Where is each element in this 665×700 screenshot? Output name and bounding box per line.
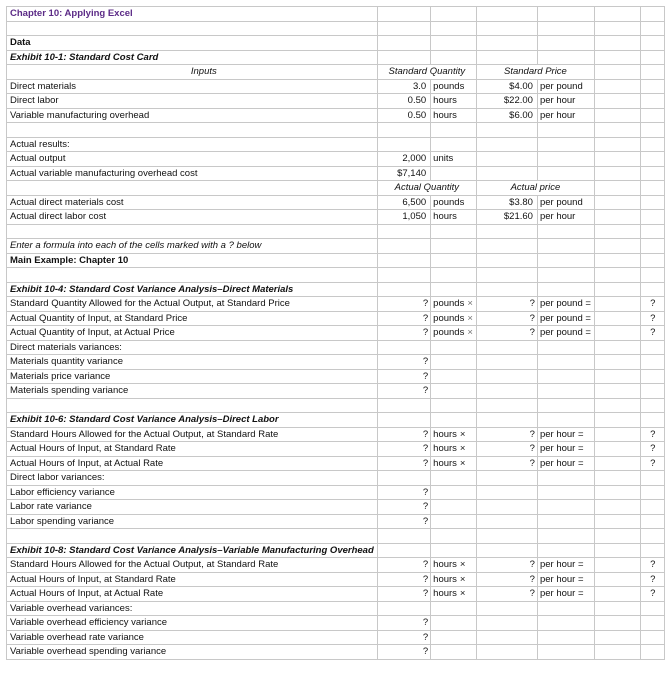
exhibit-10-6-heading[interactable]: Exhibit 10-6: Standard Cost Variance Analysis–Direct Labor xyxy=(7,413,378,428)
inputs-label[interactable]: Inputs xyxy=(7,65,378,80)
formula-cell[interactable]: ? xyxy=(641,311,665,326)
equals-sign: = xyxy=(585,312,591,324)
times-sign: × xyxy=(467,327,473,339)
times-sign: × xyxy=(459,428,466,440)
formula-cell[interactable]: ? xyxy=(377,297,430,312)
actual-dm-label[interactable]: Actual direct materials cost xyxy=(7,195,378,210)
variance-row-label[interactable]: Actual Hours of Input, at Standard Rate xyxy=(7,572,378,587)
std-price-header[interactable]: Standard Price xyxy=(476,65,594,80)
actual-output-label[interactable]: Actual output xyxy=(7,152,378,167)
actual-dl-price[interactable]: $21.60 xyxy=(476,210,537,225)
equals-sign: = xyxy=(585,298,591,310)
std-qty-cell[interactable]: 3.0 xyxy=(377,79,430,94)
formula-cell[interactable]: ? xyxy=(377,616,430,631)
sheet-row xyxy=(7,7,665,22)
unit-cell: pounds × xyxy=(431,311,477,326)
formula-cell[interactable]: ? xyxy=(641,572,665,587)
unit-cell: hours × xyxy=(431,572,477,587)
variance-label[interactable]: Materials price variance xyxy=(7,369,378,384)
times-sign: × xyxy=(467,298,473,310)
variances-label[interactable]: Direct labor variances: xyxy=(7,471,378,486)
exhibit-10-8-heading[interactable]: Exhibit 10-8: Standard Cost Variance Analysis–Variable Manufacturing Overhead xyxy=(7,543,378,558)
formula-cell[interactable]: ? xyxy=(476,297,537,312)
actual-voh-label[interactable]: Actual variable manufacturing overhead cost xyxy=(7,166,378,181)
formula-cell[interactable]: ? xyxy=(377,442,430,457)
actual-results-label[interactable]: Actual results: xyxy=(7,137,378,152)
std-qty-unit[interactable]: pounds xyxy=(431,79,477,94)
formula-cell[interactable]: ? xyxy=(377,587,430,602)
formula-cell[interactable]: ? xyxy=(476,326,537,341)
unit-cell: per hour = xyxy=(537,456,594,471)
std-qty-cell[interactable]: 0.50 xyxy=(377,94,430,109)
unit-cell: per pound = xyxy=(537,326,594,341)
formula-cell[interactable]: ? xyxy=(476,427,537,442)
actual-dl-label[interactable]: Actual direct labor cost xyxy=(7,210,378,225)
variance-label[interactable]: Labor efficiency variance xyxy=(7,485,378,500)
actual-dm-qty-unit[interactable]: pounds xyxy=(431,195,477,210)
unit-cell: per pound = xyxy=(537,311,594,326)
formula-cell[interactable]: ? xyxy=(641,558,665,573)
times-sign: × xyxy=(459,443,466,455)
formula-cell[interactable]: ? xyxy=(377,384,430,399)
std-row-label[interactable]: Direct materials xyxy=(7,79,378,94)
variance-label[interactable]: Variable overhead efficiency variance xyxy=(7,616,378,631)
variance-row-label[interactable]: Actual Hours of Input, at Actual Rate xyxy=(7,456,378,471)
formula-cell[interactable]: ? xyxy=(641,456,665,471)
formula-cell[interactable]: ? xyxy=(377,645,430,660)
variance-label[interactable]: Materials spending variance xyxy=(7,384,378,399)
variance-row-label[interactable]: Actual Quantity of Input, at Standard Price xyxy=(7,311,378,326)
formula-cell[interactable]: ? xyxy=(377,630,430,645)
times-sign: × xyxy=(459,559,466,571)
std-price-cell[interactable]: $22.00 xyxy=(476,94,537,109)
times-sign: × xyxy=(459,457,466,469)
spreadsheet-grid xyxy=(6,6,665,660)
variance-row-label[interactable]: Standard Hours Allowed for the Actual Output, at Standard Rate xyxy=(7,558,378,573)
formula-cell[interactable]: ? xyxy=(377,500,430,515)
equals-sign: = xyxy=(577,588,584,600)
actual-output-unit[interactable]: units xyxy=(431,152,477,167)
actual-dl-qty-unit[interactable]: hours xyxy=(431,210,477,225)
unit-cell: per hour = xyxy=(537,442,594,457)
actual-price-header[interactable]: Actual price xyxy=(476,181,594,196)
actual-dl-qty[interactable]: 1,050 xyxy=(377,210,430,225)
times-sign: × xyxy=(467,312,473,324)
std-price-cell[interactable]: $6.00 xyxy=(476,108,537,123)
formula-cell[interactable]: ? xyxy=(476,587,537,602)
formula-cell[interactable]: ? xyxy=(377,311,430,326)
formula-cell[interactable]: ? xyxy=(377,427,430,442)
formula-cell[interactable]: ? xyxy=(377,326,430,341)
instruction-text[interactable]: Enter a formula into each of the cells marked with a ? below xyxy=(7,239,378,254)
std-price-unit[interactable]: per hour xyxy=(537,94,594,109)
unit-cell: pounds × xyxy=(431,326,477,341)
formula-cell[interactable]: ? xyxy=(476,442,537,457)
actual-quantity-header[interactable]: Actual Quantity xyxy=(377,181,476,196)
unit-cell: per hour = xyxy=(537,558,594,573)
variance-row-label[interactable]: Actual Quantity of Input, at Actual Price xyxy=(7,326,378,341)
std-price-unit[interactable]: per pound xyxy=(537,79,594,94)
std-row-label[interactable]: Variable manufacturing overhead xyxy=(7,108,378,123)
main-example-label[interactable]: Main Example: Chapter 10 xyxy=(7,253,378,268)
actual-dm-price[interactable]: $3.80 xyxy=(476,195,537,210)
actual-dm-price-unit[interactable]: per pound xyxy=(537,195,594,210)
variance-label[interactable]: Variable overhead rate variance xyxy=(7,630,378,645)
unit-cell: hours × xyxy=(431,442,477,457)
unit-cell: hours × xyxy=(431,587,477,602)
unit-cell: hours × xyxy=(431,558,477,573)
variance-label[interactable]: Materials quantity variance xyxy=(7,355,378,370)
variance-row-label[interactable]: Standard Quantity Allowed for the Actual Output, at Standard Price xyxy=(7,297,378,312)
unit-cell: per hour = xyxy=(537,427,594,442)
equals-sign: = xyxy=(577,443,584,455)
variances-label[interactable]: Variable overhead variances: xyxy=(7,601,378,616)
std-row-label[interactable]: Direct labor xyxy=(7,94,378,109)
formula-cell[interactable]: ? xyxy=(641,326,665,341)
formula-cell[interactable]: ? xyxy=(377,558,430,573)
variances-label[interactable]: Direct materials variances: xyxy=(7,340,378,355)
actual-voh-value[interactable]: $7,140 xyxy=(377,166,430,181)
formula-cell[interactable]: ? xyxy=(476,456,537,471)
formula-cell[interactable]: ? xyxy=(476,572,537,587)
std-qty-cell[interactable]: 0.50 xyxy=(377,108,430,123)
variance-row-label[interactable]: Standard Hours Allowed for the Actual Output, at Standard Rate xyxy=(7,427,378,442)
times-sign: × xyxy=(459,573,466,585)
actual-output-value[interactable]: 2,000 xyxy=(377,152,430,167)
exhibit-10-1-heading[interactable]: Exhibit 10-1: Standard Cost Card xyxy=(7,50,378,65)
std-price-unit[interactable]: per hour xyxy=(537,108,594,123)
variance-row-label[interactable]: Actual Hours of Input, at Standard Rate xyxy=(7,442,378,457)
variance-label[interactable]: Labor spending variance xyxy=(7,514,378,529)
variance-label[interactable]: Variable overhead spending variance xyxy=(7,645,378,660)
formula-cell[interactable]: ? xyxy=(377,514,430,529)
formula-cell[interactable]: ? xyxy=(377,369,430,384)
exhibit-10-4-heading[interactable]: Exhibit 10-4: Standard Cost Variance Analysis–Direct Materials xyxy=(7,282,378,297)
formula-cell[interactable]: ? xyxy=(641,297,665,312)
equals-sign: = xyxy=(577,457,584,469)
formula-cell[interactable]: ? xyxy=(476,558,537,573)
std-price-cell[interactable]: $4.00 xyxy=(476,79,537,94)
std-qty-unit[interactable]: hours xyxy=(431,94,477,109)
actual-dl-price-unit[interactable]: per hour xyxy=(537,210,594,225)
formula-cell[interactable]: ? xyxy=(641,587,665,602)
formula-cell[interactable]: ? xyxy=(476,311,537,326)
variance-row-label[interactable]: Actual Hours of Input, at Actual Rate xyxy=(7,587,378,602)
std-quantity-header[interactable]: Standard Quantity xyxy=(377,65,476,80)
equals-sign: = xyxy=(585,327,591,339)
unit-cell: per hour = xyxy=(537,572,594,587)
formula-cell[interactable]: ? xyxy=(377,456,430,471)
equals-sign: = xyxy=(577,573,584,585)
equals-sign: = xyxy=(577,428,584,440)
formula-cell[interactable]: ? xyxy=(377,355,430,370)
sheet-title[interactable]: Chapter 10: Applying Excel xyxy=(7,7,378,22)
unit-cell: hours × xyxy=(431,456,477,471)
formula-cell[interactable]: ? xyxy=(377,485,430,500)
times-sign: × xyxy=(459,588,466,600)
unit-cell: per pound = xyxy=(537,297,594,312)
formula-cell[interactable]: ? xyxy=(641,442,665,457)
std-qty-unit[interactable]: hours xyxy=(431,108,477,123)
formula-cell[interactable]: ? xyxy=(641,427,665,442)
variance-label[interactable]: Labor rate variance xyxy=(7,500,378,515)
formula-cell[interactable]: ? xyxy=(377,572,430,587)
unit-cell: per hour = xyxy=(537,587,594,602)
unit-cell: hours × xyxy=(431,427,477,442)
data-label[interactable]: Data xyxy=(7,36,378,51)
equals-sign: = xyxy=(577,559,584,571)
actual-dm-qty[interactable]: 6,500 xyxy=(377,195,430,210)
unit-cell: pounds × xyxy=(431,297,477,312)
